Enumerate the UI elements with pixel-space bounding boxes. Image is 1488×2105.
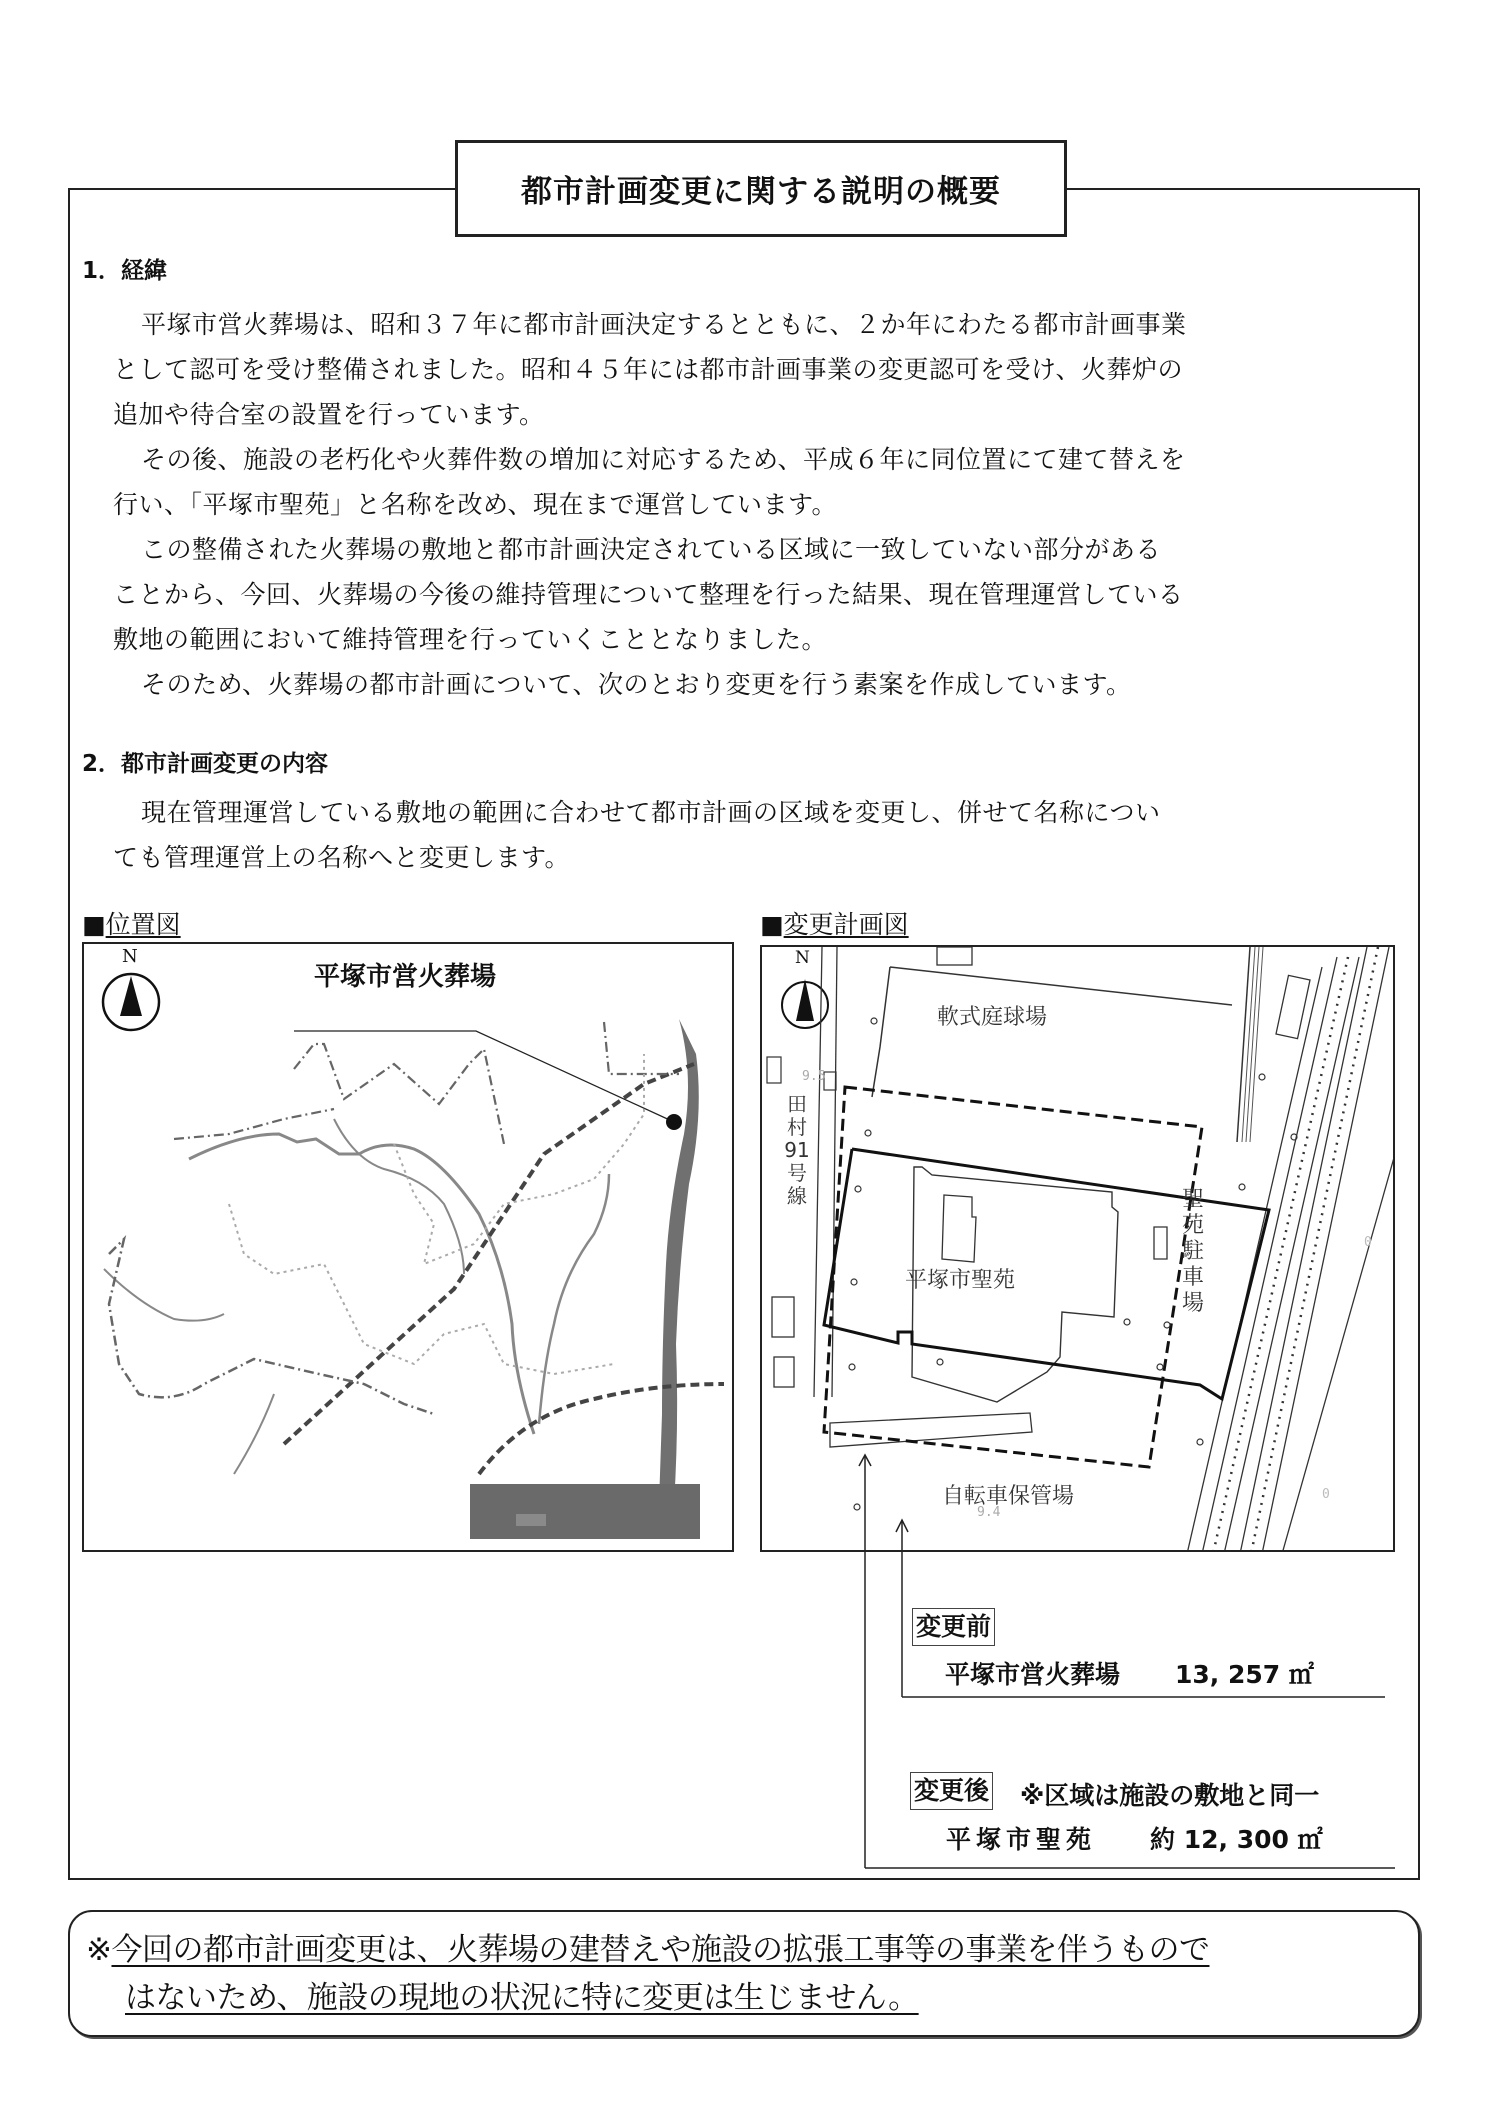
road-label-char: 線 xyxy=(787,1184,807,1208)
elevation-label: 0 xyxy=(1364,1235,1372,1250)
after-area: 約 12, 300 ㎡ xyxy=(1150,1825,1323,1854)
parking-label: 聖苑駐車場 xyxy=(1182,1187,1205,1316)
tennis-court-label: 軟式庭球場 xyxy=(937,1005,1048,1030)
text-line: 行い、「平塚市聖苑」と名称を改め、現在まで運営しています。 xyxy=(113,490,838,519)
elevation-label: 9.4 xyxy=(977,1505,1001,1520)
text-line: として認可を受け整備されました。昭和４５年には都市計画事業の変更認可を受け、火葬炉の xyxy=(113,355,1184,384)
after-note: ※区域は施設の敷地と同一 xyxy=(1020,1781,1320,1810)
change-map-title: 変更計画図 xyxy=(783,910,909,939)
before-name: 平塚市営火葬場 xyxy=(945,1660,1121,1689)
after-tag-text: 変更後 xyxy=(910,1772,993,1810)
after-name: 平塚市聖苑 xyxy=(946,1825,1097,1854)
text-line: 敷地の範囲において維持管理を行っていくこととなりました。 xyxy=(113,625,828,654)
text-line: 現在管理運営している敷地の範囲に合わせて都市計画の区域を変更し、併せて名称につい xyxy=(141,798,1161,827)
square-bullet-icon: ■ xyxy=(82,910,106,939)
crematorium-callout: 平塚市営火葬場 xyxy=(314,962,497,992)
elevation-label: 9.5 xyxy=(802,1069,826,1084)
notice-line-1 xyxy=(86,1924,1209,1969)
facility-label: 平塚市聖苑 xyxy=(905,1268,1016,1293)
reference-mark: ※ xyxy=(86,1932,112,1968)
text-line: 追加や待合室の設置を行っています。 xyxy=(113,400,545,429)
notice-text-1: 今回の都市計画変更は、火葬場の建替えや施設の拡張工事等の事業を伴うもので xyxy=(111,1932,1210,1968)
before-tag xyxy=(912,1608,995,1646)
notice-line-2 xyxy=(125,1972,919,2017)
square-bullet-icon: ■ xyxy=(760,910,784,939)
north-label: N xyxy=(795,948,810,968)
section-1-heading: 1．経緯 xyxy=(82,258,168,284)
before-tag-text: 変更前 xyxy=(912,1608,995,1646)
text-line: ても管理運営上の名称へと変更します。 xyxy=(113,843,571,872)
road-label-char: 村 xyxy=(787,1115,807,1139)
text-line: ことから、今回、火葬場の今後の維持管理について整理を行った結果、現在管理運営している xyxy=(113,580,1184,609)
section-2-heading: 2．都市計画変更の内容 xyxy=(82,751,329,777)
text-line: この整備された火葬場の敷地と都市計画決定されている区域に一致していない部分がある xyxy=(141,535,1162,564)
page-title-text: 都市計画変更に関する説明の概要 xyxy=(521,174,1001,210)
elevation-label: 0 xyxy=(1322,1487,1330,1502)
location-map-title: 位置図 xyxy=(105,910,181,939)
text-line: 平塚市営火葬場は、昭和３７年に都市計画決定するとともに、２か年にわたる都市計画事業 xyxy=(141,310,1187,339)
road-label-char: 号 xyxy=(787,1161,807,1185)
after-tag xyxy=(910,1772,993,1810)
text-line: その後、施設の老朽化や火葬件数の増加に対応するため、平成６年に同位置にて建て替えを xyxy=(141,445,1186,474)
notice-text-2: はないため、施設の現地の状況に特に変更は生じません。 xyxy=(125,1980,919,2016)
before-area: 13, 257 ㎡ xyxy=(1175,1660,1314,1689)
text-line: そのため、火葬場の都市計画について、次のとおり変更を行う素案を作成しています。 xyxy=(141,670,1132,699)
road-label-char: 91 xyxy=(784,1138,810,1162)
bicycle-parking-label: 自転車保管場 xyxy=(942,1484,1075,1509)
road-label-char: 田 xyxy=(787,1092,807,1116)
north-label: N xyxy=(122,946,138,967)
